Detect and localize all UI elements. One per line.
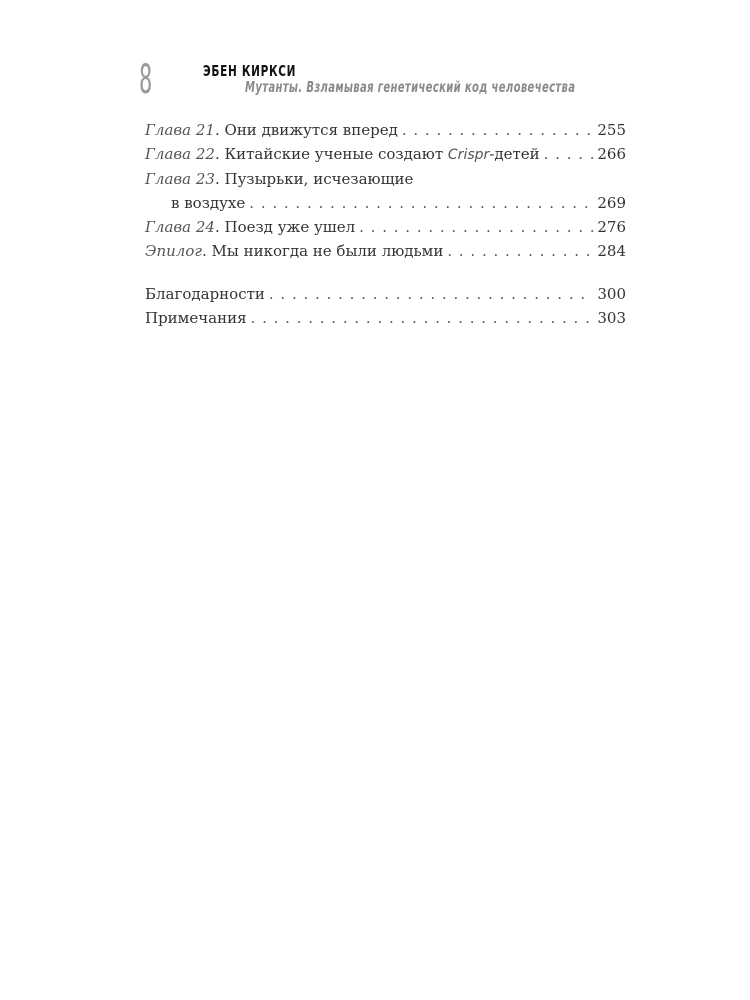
chapter-title: в воздухе xyxy=(171,194,246,212)
dot-leader xyxy=(447,239,593,263)
page-ref: 284 xyxy=(597,242,626,260)
chapter-title-part: Китайские ученые создают xyxy=(224,145,448,163)
dot-leader xyxy=(544,142,594,166)
page-ref: 300 xyxy=(597,285,626,303)
dot-leader xyxy=(249,191,593,215)
section-title: Примечания xyxy=(145,309,247,327)
epilogue-label: Эпилог xyxy=(145,242,202,260)
chapter-label: Глава 21 xyxy=(145,121,215,139)
toc-entry: Глава 24. Поезд уже ушел . . . 276 xyxy=(145,215,626,239)
page-number: 8 xyxy=(139,57,153,103)
page-ref: 276 xyxy=(597,218,626,236)
chapter-label: Глава 23 xyxy=(145,170,215,188)
chapter-title: Поезд уже ушел xyxy=(224,218,356,236)
page-ref: 303 xyxy=(597,309,626,327)
running-head-book-title: Мутанты. Взламывая генетический код человечества xyxy=(245,78,576,96)
toc-entry-continuation xyxy=(145,191,626,215)
chapter-title-part: -детей xyxy=(489,145,540,163)
chapter-title: Мы никогда не были людьми xyxy=(211,242,444,260)
toc-entry: Глава 21. Они движутся вперед . . . 255 xyxy=(145,118,626,142)
page-ref: 269 xyxy=(597,194,626,212)
page-ref: 255 xyxy=(597,121,626,139)
dot-leader xyxy=(359,215,593,239)
page-ref: 266 xyxy=(597,145,626,163)
chapter-label: Глава 22 xyxy=(145,145,215,163)
chapter-title: Пузырьки, исчезающие xyxy=(224,170,414,188)
toc-entry-notes xyxy=(145,306,626,330)
chapter-title: Они движутся вперед xyxy=(224,121,398,139)
toc-entry-acknowledgements xyxy=(145,282,626,306)
running-head-author: ЭБЕН КИРКСИ xyxy=(203,62,297,80)
dot-leader xyxy=(402,118,594,142)
chapter-title-italic: Crispr xyxy=(447,147,490,163)
dot-leader xyxy=(251,306,594,330)
table-of-contents xyxy=(145,118,626,330)
dot-leader xyxy=(269,282,593,306)
chapter-title xyxy=(225,145,540,163)
chapter-label: Глава 24 xyxy=(145,218,215,236)
toc-entry: Эпилог. Мы никогда не были людьми . . . 284 xyxy=(145,239,626,263)
section-title: Благодарности xyxy=(145,285,265,303)
toc-entry: Глава 22. Китайские ученые создают Crispr-детей . . . 266 xyxy=(145,142,626,167)
toc-entry: Глава 23. Пузырьки, исчезающие xyxy=(145,170,414,188)
